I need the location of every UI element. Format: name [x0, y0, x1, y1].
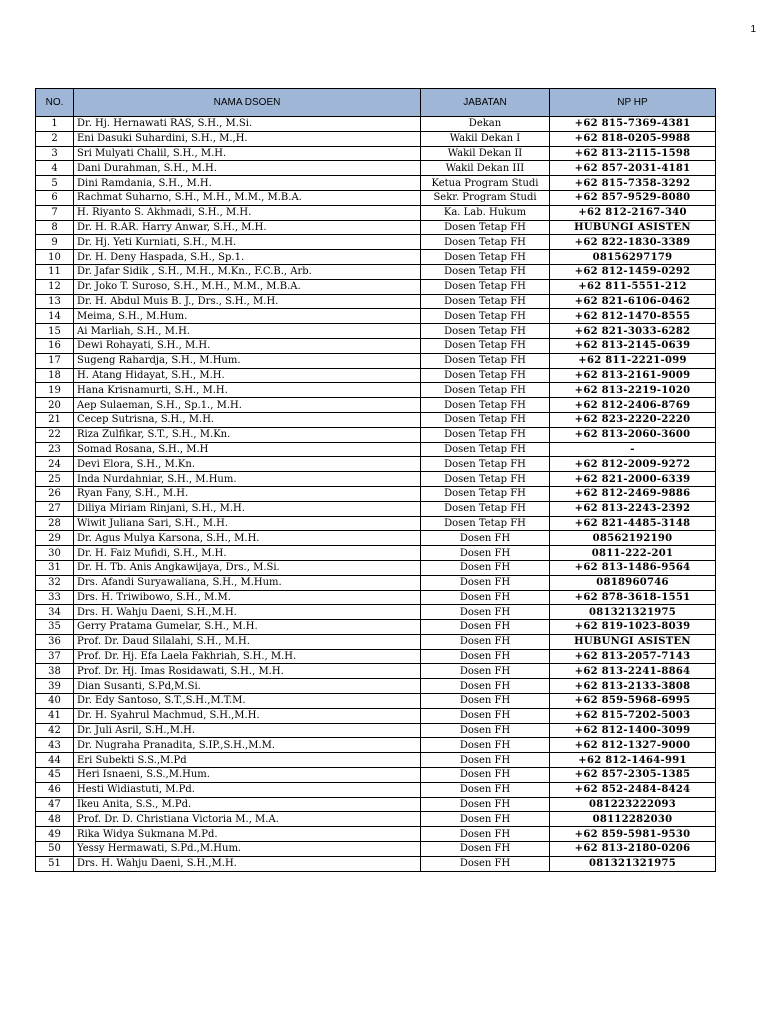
lecturer-phone: +62 813-2241-8864 — [550, 664, 716, 679]
lecturer-phone: +62 859-5981-9530 — [550, 827, 716, 842]
lecturer-name: Hesti Widiastuti, M.Pd. — [74, 782, 421, 797]
lecturer-phone: 081321321975 — [550, 856, 716, 871]
row-number: 13 — [36, 294, 74, 309]
table-row — [36, 723, 716, 738]
row-number: 34 — [36, 605, 74, 620]
lecturer-phone: +62 859-5968-6995 — [550, 694, 716, 709]
lecturer-position: Dosen Tetap FH — [421, 442, 550, 457]
lecturer-name: Prof. Dr. Hj. Efa Laela Fakhriah, S.H., M.H. — [74, 649, 421, 664]
lecturer-name: Prof. Dr. Daud Silalahi, S.H., M.H. — [74, 634, 421, 649]
lecturer-name: Somad Rosana, S.H., M.H — [74, 442, 421, 457]
row-number: 44 — [36, 753, 74, 768]
lecturer-name: Dr. Jafar Sidik , S.H., M.H., M.Kn., F.C.B., Arb. — [74, 264, 421, 279]
table-row — [36, 324, 716, 339]
lecturer-name: Prof. Dr. D. Christiana Victoria M., M.A. — [74, 812, 421, 827]
lecturer-phone: +62 813-2145-0639 — [550, 338, 716, 353]
lecturer-name: Dani Durahman, S.H., M.H. — [74, 161, 421, 176]
row-number: 16 — [36, 338, 74, 353]
row-number: 15 — [36, 324, 74, 339]
lecturer-phone: +62 812-1459-0292 — [550, 264, 716, 279]
lecturer-position: Dosen FH — [421, 649, 550, 664]
page-number: 1 — [750, 24, 756, 35]
table-row — [36, 457, 716, 472]
lecturer-phone: 08562192190 — [550, 531, 716, 546]
table-row — [36, 634, 716, 649]
lecturer-phone: +62 812-2167-340 — [550, 205, 716, 220]
table-row — [36, 708, 716, 723]
lecturer-table — [35, 88, 716, 872]
row-number: 12 — [36, 279, 74, 294]
lecturer-position: Dosen FH — [421, 590, 550, 605]
lecturer-phone: +62 822-1830-3389 — [550, 235, 716, 250]
lecturer-phone: +62 813-2060-3600 — [550, 427, 716, 442]
row-number: 18 — [36, 368, 74, 383]
lecturer-phone: +62 813-2180-0206 — [550, 842, 716, 857]
lecturer-position: Dosen FH — [421, 560, 550, 575]
header-phone: NP HP — [550, 89, 716, 117]
lecturer-position: Dosen FH — [421, 842, 550, 857]
table-row — [36, 279, 716, 294]
lecturer-name: Rika Widya Sukmana M.Pd. — [74, 827, 421, 842]
row-number: 28 — [36, 516, 74, 531]
lecturer-name: Dian Susanti, S.Pd,M.Si. — [74, 679, 421, 694]
row-number: 11 — [36, 264, 74, 279]
lecturer-phone: +62 823-2220-2220 — [550, 412, 716, 427]
lecturer-position: Dosen Tetap FH — [421, 427, 550, 442]
table-row — [36, 664, 716, 679]
lecturer-position: Dosen Tetap FH — [421, 353, 550, 368]
lecturer-position: Dosen Tetap FH — [421, 501, 550, 516]
table-row — [36, 590, 716, 605]
lecturer-name: Dr. H. Abdul Muis B. J., Drs., S.H., M.H. — [74, 294, 421, 309]
table-row — [36, 427, 716, 442]
lecturer-position: Dosen FH — [421, 634, 550, 649]
lecturer-position: Dosen Tetap FH — [421, 412, 550, 427]
lecturer-phone: +62 818-0205-9988 — [550, 131, 716, 146]
table-row — [36, 398, 716, 413]
row-number: 3 — [36, 146, 74, 161]
lecturer-name: Dr. Edy Santoso, S.T.,S.H.,M.T.M. — [74, 694, 421, 709]
lecturer-phone: +62 811-2221-099 — [550, 353, 716, 368]
lecturer-phone: 08112282030 — [550, 812, 716, 827]
lecturer-phone: +62 812-2469-9886 — [550, 486, 716, 501]
row-number: 43 — [36, 738, 74, 753]
lecturer-phone: 081223222093 — [550, 797, 716, 812]
lecturer-phone: - — [550, 442, 716, 457]
lecturer-name: Dini Ramdania, S.H., M.H. — [74, 176, 421, 191]
row-number: 32 — [36, 575, 74, 590]
row-number: 23 — [36, 442, 74, 457]
lecturer-phone: +62 812-1400-3099 — [550, 723, 716, 738]
lecturer-phone: +62 878-3618-1551 — [550, 590, 716, 605]
lecturer-position: Dosen Tetap FH — [421, 338, 550, 353]
lecturer-phone: +62 813-2057-7143 — [550, 649, 716, 664]
lecturer-position: Dosen FH — [421, 782, 550, 797]
lecturer-phone: +62 857-2305-1385 — [550, 768, 716, 783]
table-row — [36, 738, 716, 753]
table-row — [36, 264, 716, 279]
row-number: 37 — [36, 649, 74, 664]
lecturer-position: Dosen FH — [421, 797, 550, 812]
lecturer-position: Dosen FH — [421, 856, 550, 871]
lecturer-name: Dr. Joko T. Suroso, S.H., M.H., M.M., M.B.A. — [74, 279, 421, 294]
lecturer-name: Dr. H. R.AR. Harry Anwar, S.H., M.H. — [74, 220, 421, 235]
row-number: 5 — [36, 176, 74, 191]
lecturer-name: Ikeu Anita, S.S., M.Pd. — [74, 797, 421, 812]
lecturer-position: Dosen FH — [421, 679, 550, 694]
lecturer-position: Dosen Tetap FH — [421, 383, 550, 398]
lecturer-phone: HUBUNGI ASISTEN — [550, 220, 716, 235]
table-row — [36, 516, 716, 531]
table-row — [36, 501, 716, 516]
lecturer-name: Hana Krisnamurti, S.H., M.H. — [74, 383, 421, 398]
row-number: 46 — [36, 782, 74, 797]
lecturer-name: Drs. H. Wahju Daeni, S.H.,M.H. — [74, 605, 421, 620]
lecturer-phone: +62 813-1486-9564 — [550, 560, 716, 575]
lecturer-position: Dosen FH — [421, 753, 550, 768]
row-number: 4 — [36, 161, 74, 176]
row-number: 27 — [36, 501, 74, 516]
lecturer-position: Dosen FH — [421, 620, 550, 635]
table-row — [36, 368, 716, 383]
row-number: 51 — [36, 856, 74, 871]
row-number: 40 — [36, 694, 74, 709]
lecturer-phone: 081321321975 — [550, 605, 716, 620]
table-row — [36, 768, 716, 783]
table-row — [36, 620, 716, 635]
lecturer-position: Dosen Tetap FH — [421, 324, 550, 339]
table-header — [36, 89, 716, 117]
row-number: 22 — [36, 427, 74, 442]
row-number: 1 — [36, 117, 74, 132]
lecturer-name: Sugeng Rahardja, S.H., M.Hum. — [74, 353, 421, 368]
lecturer-name: Eni Dasuki Suhardini, S.H., M.,H. — [74, 131, 421, 146]
lecturer-position: Dosen Tetap FH — [421, 294, 550, 309]
table-row — [36, 383, 716, 398]
lecturer-position: Wakil Dekan I — [421, 131, 550, 146]
lecturer-phone: +62 815-7369-4381 — [550, 117, 716, 132]
row-number: 30 — [36, 546, 74, 561]
table-row — [36, 220, 716, 235]
lecturer-name: Dr. Nugraha Pranadita, S.IP.,S.H.,M.M. — [74, 738, 421, 753]
table-row — [36, 797, 716, 812]
lecturer-name: Dr. Agus Mulya Karsona, S.H., M.H. — [74, 531, 421, 546]
lecturer-phone: +62 821-3033-6282 — [550, 324, 716, 339]
lecturer-position: Dosen Tetap FH — [421, 309, 550, 324]
lecturer-phone: +62 852-2484-8424 — [550, 782, 716, 797]
row-number: 17 — [36, 353, 74, 368]
lecturer-position: Dosen Tetap FH — [421, 220, 550, 235]
lecturer-name: Inda Nurdahniar, S.H., M.Hum. — [74, 472, 421, 487]
table-row — [36, 131, 716, 146]
table-body — [36, 117, 716, 872]
lecturer-name: Dr. Hj. Hernawati RAS, S.H., M.Si. — [74, 117, 421, 132]
table-row — [36, 486, 716, 501]
lecturer-name: Drs. H. Wahju Daeni, S.H.,M.H. — [74, 856, 421, 871]
table-row — [36, 309, 716, 324]
table-row — [36, 649, 716, 664]
lecturer-position: Dosen FH — [421, 531, 550, 546]
lecturer-phone: +62 821-6106-0462 — [550, 294, 716, 309]
lecturer-name: Eri Subekti S.S.,M.Pd — [74, 753, 421, 768]
table-row — [36, 353, 716, 368]
lecturer-position: Dosen Tetap FH — [421, 516, 550, 531]
lecturer-phone: 08156297179 — [550, 250, 716, 265]
lecturer-phone: +62 821-2000-6339 — [550, 472, 716, 487]
header-name: NAMA DSOEN — [74, 89, 421, 117]
table-row — [36, 412, 716, 427]
table-row — [36, 842, 716, 857]
lecturer-position: Ka. Lab. Hukum — [421, 205, 550, 220]
lecturer-name: Drs. Afandi Suryawaliana, S.H., M.Hum. — [74, 575, 421, 590]
row-number: 7 — [36, 205, 74, 220]
table-row — [36, 679, 716, 694]
lecturer-name: Gerry Pratama Gumelar, S.H., M.H. — [74, 620, 421, 635]
lecturer-position: Dosen Tetap FH — [421, 235, 550, 250]
table-row — [36, 117, 716, 132]
lecturer-phone: +62 812-2009-9272 — [550, 457, 716, 472]
lecturer-name: Diliya Miriam Rinjani, S.H., M.H. — [74, 501, 421, 516]
table-row — [36, 146, 716, 161]
lecturer-phone: 0818960746 — [550, 575, 716, 590]
row-number: 9 — [36, 235, 74, 250]
row-number: 35 — [36, 620, 74, 635]
table-row — [36, 782, 716, 797]
row-number: 21 — [36, 412, 74, 427]
lecturer-phone: +62 812-2406-8769 — [550, 398, 716, 413]
table-row — [36, 546, 716, 561]
lecturer-position: Dosen FH — [421, 812, 550, 827]
row-number: 29 — [36, 531, 74, 546]
lecturer-name: H. Atang Hidayat, S.H., M.H. — [74, 368, 421, 383]
lecturer-position: Dosen FH — [421, 738, 550, 753]
row-number: 10 — [36, 250, 74, 265]
lecturer-phone: +62 813-2115-1598 — [550, 146, 716, 161]
lecturer-name: Ai Marliah, S.H., M.H. — [74, 324, 421, 339]
lecturer-name: Dewi Rohayati, S.H., M.H. — [74, 338, 421, 353]
lecturer-phone: +62 813-2161-9009 — [550, 368, 716, 383]
lecturer-phone: +62 812-1470-8555 — [550, 309, 716, 324]
header-row — [36, 89, 716, 117]
table-row — [36, 161, 716, 176]
table-row — [36, 190, 716, 205]
table-row — [36, 294, 716, 309]
lecturer-position: Dosen FH — [421, 827, 550, 842]
row-number: 19 — [36, 383, 74, 398]
lecturer-position: Dosen Tetap FH — [421, 486, 550, 501]
row-number: 49 — [36, 827, 74, 842]
lecturer-phone: +62 815-7358-3292 — [550, 176, 716, 191]
table-row — [36, 694, 716, 709]
lecturer-phone: +62 813-2133-3808 — [550, 679, 716, 694]
table-row — [36, 560, 716, 575]
lecturer-name: Dr. Hj. Yeti Kurniati, S.H., M.H. — [74, 235, 421, 250]
row-number: 48 — [36, 812, 74, 827]
row-number: 31 — [36, 560, 74, 575]
table-row — [36, 442, 716, 457]
row-number: 45 — [36, 768, 74, 783]
table-row — [36, 812, 716, 827]
lecturer-position: Dosen FH — [421, 708, 550, 723]
row-number: 39 — [36, 679, 74, 694]
lecturer-phone: +62 812-1327-9000 — [550, 738, 716, 753]
lecturer-phone: +62 821-4485-3148 — [550, 516, 716, 531]
lecturer-position: Dosen Tetap FH — [421, 264, 550, 279]
lecturer-position: Dosen FH — [421, 723, 550, 738]
lecturer-phone: +62 857-9529-8080 — [550, 190, 716, 205]
lecturer-position: Dosen Tetap FH — [421, 398, 550, 413]
row-number: 42 — [36, 723, 74, 738]
lecturer-position: Dosen Tetap FH — [421, 279, 550, 294]
lecturer-position: Dosen FH — [421, 768, 550, 783]
table-row — [36, 575, 716, 590]
table-row — [36, 827, 716, 842]
table-row — [36, 338, 716, 353]
lecturer-position: Sekr. Program Studi — [421, 190, 550, 205]
lecturer-name: Rachmat Suharno, S.H., M.H., M.M., M.B.A. — [74, 190, 421, 205]
lecturer-position: Dosen Tetap FH — [421, 368, 550, 383]
lecturer-phone: +62 813-2219-1020 — [550, 383, 716, 398]
row-number: 50 — [36, 842, 74, 857]
table-row — [36, 472, 716, 487]
row-number: 41 — [36, 708, 74, 723]
table-row — [36, 856, 716, 871]
lecturer-name: Sri Mulyati Chalil, S.H., M.H. — [74, 146, 421, 161]
lecturer-name: Devi Elora, S.H., M.Kn. — [74, 457, 421, 472]
lecturer-name: Dr. H. Faiz Mufidi, S.H., M.H. — [74, 546, 421, 561]
table-row — [36, 531, 716, 546]
header-position: JABATAN — [421, 89, 550, 117]
table-row — [36, 605, 716, 620]
lecturer-name: Meima, S.H., M.Hum. — [74, 309, 421, 324]
lecturer-position: Dosen FH — [421, 694, 550, 709]
lecturer-name: Riza Zulfikar, S.T., S.H., M.Kn. — [74, 427, 421, 442]
lecturer-name: H. Riyanto S. Akhmadi, S.H., M.H. — [74, 205, 421, 220]
lecturer-position: Dosen FH — [421, 546, 550, 561]
row-number: 6 — [36, 190, 74, 205]
lecturer-phone: +62 813-2243-2392 — [550, 501, 716, 516]
lecturer-phone: HUBUNGI ASISTEN — [550, 634, 716, 649]
lecturer-name: Drs. H. Triwibowo, S.H., M.M. — [74, 590, 421, 605]
lecturer-position: Ketua Program Studi — [421, 176, 550, 191]
row-number: 8 — [36, 220, 74, 235]
lecturer-name: Dr. H. Syahrul Machmud, S.H.,M.H. — [74, 708, 421, 723]
lecturer-phone: +62 811-5551-212 — [550, 279, 716, 294]
row-number: 25 — [36, 472, 74, 487]
row-number: 20 — [36, 398, 74, 413]
lecturer-position: Dosen FH — [421, 664, 550, 679]
header-no: NO. — [36, 89, 74, 117]
lecturer-phone: +62 819-1023-8039 — [550, 620, 716, 635]
lecturer-name: Prof. Dr. Hj. Imas Rosidawati, S.H., M.H. — [74, 664, 421, 679]
lecturer-phone: +62 815-7202-5003 — [550, 708, 716, 723]
row-number: 33 — [36, 590, 74, 605]
lecturer-name: Heri Isnaeni, S.S.,M.Hum. — [74, 768, 421, 783]
row-number: 2 — [36, 131, 74, 146]
row-number: 36 — [36, 634, 74, 649]
lecturer-name: Yessy Hermawati, S.Pd.,M.Hum. — [74, 842, 421, 857]
row-number: 24 — [36, 457, 74, 472]
lecturer-position: Dosen Tetap FH — [421, 250, 550, 265]
lecturer-phone: +62 857-2031-4181 — [550, 161, 716, 176]
row-number: 26 — [36, 486, 74, 501]
table-row — [36, 176, 716, 191]
lecturer-name: Ryan Fany, S.H., M.H. — [74, 486, 421, 501]
lecturer-name: Dr. H. Deny Haspada, S.H., Sp.1. — [74, 250, 421, 265]
lecturer-position: Dosen FH — [421, 575, 550, 590]
table-row — [36, 250, 716, 265]
lecturer-position: Wakil Dekan III — [421, 161, 550, 176]
row-number: 47 — [36, 797, 74, 812]
lecturer-phone: +62 812-1464-991 — [550, 753, 716, 768]
table-row — [36, 753, 716, 768]
lecturer-position: Dosen Tetap FH — [421, 472, 550, 487]
row-number: 38 — [36, 664, 74, 679]
table-row — [36, 235, 716, 250]
row-number: 14 — [36, 309, 74, 324]
lecturer-name: Dr. H. Tb. Anis Angkawijaya, Drs., M.Si. — [74, 560, 421, 575]
lecturer-position: Dosen Tetap FH — [421, 457, 550, 472]
lecturer-position: Dosen FH — [421, 605, 550, 620]
lecturer-name: Aep Sulaeman, S.H., Sp.1., M.H. — [74, 398, 421, 413]
lecturer-position: Wakil Dekan II — [421, 146, 550, 161]
lecturer-phone: 0811-222-201 — [550, 546, 716, 561]
lecturer-name: Dr. Juli Asril, S.H.,M.H. — [74, 723, 421, 738]
lecturer-name: Cecep Sutrisna, S.H., M.H. — [74, 412, 421, 427]
table-row — [36, 205, 716, 220]
lecturer-position: Dekan — [421, 117, 550, 132]
lecturer-name: Wiwit Juliana Sari, S.H., M.H. — [74, 516, 421, 531]
